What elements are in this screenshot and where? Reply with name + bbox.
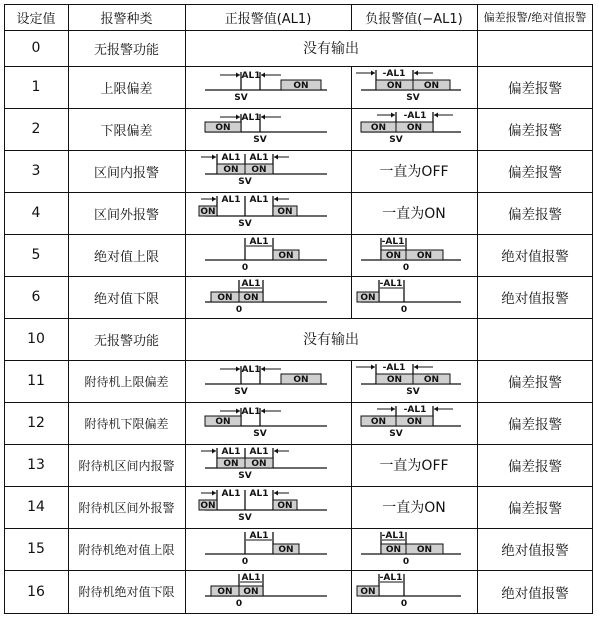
sv-label: SV [238,177,252,187]
on-label: ON [217,587,233,597]
setting-value: 4 [31,205,41,221]
on-label: ON [423,375,440,385]
setting-value: 2 [31,121,41,137]
alarm-scope: 偏差报警 [508,81,562,97]
zero-label: 0 [402,557,410,567]
al1-label: AL1 [221,153,241,163]
alarm-type: 区间内报警 [93,165,159,181]
al1-label: AL1 [249,237,269,247]
sv-label: SV [238,219,252,229]
row-divider [4,276,593,277]
column-divider [4,4,5,613]
alarm-scope [477,318,593,360]
arrow-head [414,365,418,370]
setting-value: 3 [31,163,41,179]
sv-label: SV [234,387,248,397]
alarm-scope: 绝对值报警 [501,249,569,265]
alarm-scope: 偏差报警 [508,459,562,475]
arrow-head [236,367,240,372]
sv-label: SV [234,93,248,103]
on-label: ON [416,251,433,261]
negative-alarm-diagram [351,528,477,570]
positive-alarm-diagram [185,150,351,192]
arrow-head [212,491,216,496]
negative-alarm-diagram [351,402,477,444]
sv-label: SV [238,471,252,481]
alarm-type: 附待机区间内报警 [78,458,175,473]
arrow-head [212,155,216,160]
al1-label: AL1 [241,573,261,583]
positive-alarm-diagram [185,570,351,613]
al1-label: AL1 [221,447,241,457]
arrow-head [371,71,375,76]
alarm-scope: 偏差报警 [508,501,562,517]
alarm-type: 附待机绝对值上限 [78,542,175,557]
al1-label: AL1 [241,113,261,123]
alarm-scope: 绝对值报警 [501,543,569,559]
alarm-type: 附待机区间外报警 [78,500,175,515]
row-divider [4,4,593,5]
negative-alarm-diagram [351,66,477,108]
alarm-scope: 绝对值报警 [501,291,569,307]
setting-value: 15 [27,541,45,557]
al1-label: AL1 [241,407,261,417]
al1-label: AL1 [221,489,241,499]
row-divider [4,570,593,571]
row-divider [4,444,593,445]
on-label: ON [386,375,403,385]
on-label: ON [360,293,376,303]
on-label: ON [293,81,309,91]
on-label: ON [406,123,423,133]
neg-al1-label: -AL1 [382,69,406,79]
row-divider [4,192,593,193]
on-label: ON [278,251,294,261]
arrow-head [236,73,240,78]
positive-alarm-diagram [185,276,351,318]
arrow-head [414,71,418,76]
on-label: ON [370,123,387,133]
on-label: ON [406,417,423,427]
row-divider [4,613,593,614]
sv-label: SV [389,429,403,439]
arrow-head [274,491,278,496]
on-label: ON [243,587,259,597]
sv-label: SV [238,513,252,523]
positive-alarm-diagram [185,360,351,402]
no-output-text: 没有输出 [303,41,359,57]
setting-value: 12 [27,415,45,431]
row-divider [4,234,593,235]
positive-alarm-diagram [185,528,351,570]
zero-label: 0 [400,599,408,609]
negative-alarm-diagram [351,108,477,150]
on-label: ON [200,207,216,217]
neg-al1-label: -AL1 [379,279,403,289]
positive-alarm-diagram [185,486,351,528]
positive-alarm-diagram [185,444,351,486]
zero-label: 0 [241,557,249,567]
sv-label: SV [253,429,267,439]
column-divider [477,4,478,613]
alarm-scope: 偏差报警 [508,123,562,139]
row-divider [4,360,593,361]
arrow-head [236,115,240,120]
alarm-scope: 偏差报警 [508,417,562,433]
zero-label: 0 [235,599,243,609]
on-label: ON [200,501,216,511]
al1-label: AL1 [241,365,261,375]
on-label: ON [243,293,259,303]
neg-al1-label: -AL1 [403,405,427,415]
alarm-scope: 绝对值报警 [501,585,569,602]
on-label: ON [251,459,267,469]
column-divider [351,360,352,613]
on-label: ON [217,293,233,303]
alarm-type: 上限偏差 [100,81,153,97]
positive-alarm-diagram [185,66,351,108]
alarm-type: 区间外报警 [93,207,159,223]
negative-alarm-diagram [351,360,477,402]
negative-alarm-diagram [351,234,477,276]
sv-label: SV [406,387,420,397]
header-positive: 正报警值(AL1) [224,11,312,27]
on-label: ON [423,81,440,91]
al1-label: AL1 [221,195,241,205]
negative-alarm-diagram [351,276,477,318]
alarm-type: 附待机下限偏差 [84,416,169,431]
arrow-head [212,197,216,202]
neg-al1-label: -AL1 [403,111,427,121]
row-divider [4,528,593,529]
on-label: ON [386,81,403,91]
on-label: ON [215,123,231,133]
setting-value: 10 [27,331,45,347]
no-output-text: 没有输出 [303,332,359,348]
on-label: ON [251,165,267,175]
al1-label: AL1 [249,195,269,205]
column-divider [185,4,186,613]
arrow-head [236,409,240,414]
on-label: ON [278,545,294,555]
header-setting: 设定值 [16,11,56,27]
setting-value: 5 [31,247,41,263]
on-label: ON [416,545,433,555]
arrow-head [434,113,438,118]
alarm-type-table [4,4,593,613]
setting-value: 0 [31,40,41,56]
alarm-scope: 偏差报警 [508,165,562,181]
alarm-scope [477,30,593,66]
setting-value: 13 [27,457,45,473]
alarm-scope: 偏差报警 [508,207,562,223]
arrow-head [261,409,265,414]
alarm-type: 绝对值下限 [93,291,159,307]
row-divider [4,30,593,31]
column-divider [592,4,593,613]
negative-alarm-text: 一直为ON [382,500,446,516]
al1-label: AL1 [241,71,261,81]
arrow-head [261,73,265,78]
on-label: ON [360,587,376,597]
on-label: ON [385,251,402,261]
on-label: ON [385,545,402,555]
sv-label: SV [406,93,420,103]
neg-al1-label: -AL1 [381,531,405,541]
setting-value: 11 [27,373,45,389]
negative-alarm-text: 一直为OFF [379,164,449,180]
negative-alarm-text: 一直为OFF [379,458,449,474]
on-label: ON [223,165,239,175]
neg-al1-label: -AL1 [382,363,406,373]
sv-label: SV [253,135,267,145]
zero-label: 0 [400,305,408,315]
positive-alarm-diagram [185,402,351,444]
arrow-head [274,197,278,202]
al1-label: AL1 [249,447,269,457]
negative-alarm-text: 一直为ON [382,206,446,222]
row-divider [4,486,593,487]
neg-al1-label: -AL1 [381,237,405,247]
arrow-head [391,113,395,118]
alarm-scope: 偏差报警 [508,375,562,391]
on-label: ON [293,375,309,385]
al1-label: AL1 [249,531,269,541]
arrow-head [391,407,395,412]
zero-label: 0 [235,305,243,315]
setting-value: 16 [27,583,45,600]
row-divider [4,108,593,109]
al1-label: AL1 [249,153,269,163]
on-label: ON [223,459,239,469]
on-label: ON [277,501,293,511]
alarm-type: 附待机上限偏差 [84,374,169,389]
on-label: ON [370,417,387,427]
header-type: 报警种类 [100,11,153,27]
alarm-type: 无报警功能 [93,42,159,58]
arrow-head [261,367,265,372]
positive-alarm-diagram [185,108,351,150]
arrow-head [261,115,265,120]
alarm-type: 绝对值上限 [93,249,159,265]
row-divider [4,150,593,151]
setting-value: 6 [31,289,41,305]
header-negative: 负报警值(−AL1) [365,11,463,27]
row-divider [4,402,593,403]
sv-label: SV [389,135,403,145]
header-scope: 偏差报警/绝对值报警 [483,11,587,24]
positive-alarm-diagram [185,234,351,276]
row-divider [4,66,593,67]
positive-alarm-diagram [185,192,351,234]
setting-value: 14 [27,499,45,515]
arrow-head [434,407,438,412]
setting-value: 1 [31,79,41,95]
negative-alarm-diagram [351,570,477,613]
column-divider [351,4,352,30]
al1-label: AL1 [241,279,261,289]
neg-al1-label: -AL1 [379,573,403,583]
row-divider [4,318,593,319]
al1-label: AL1 [249,489,269,499]
arrow-head [274,449,278,454]
arrow-head [212,449,216,454]
alarm-type: 无报警功能 [93,333,159,349]
alarm-type: 下限偏差 [100,123,153,139]
arrow-head [274,155,278,160]
column-divider [351,66,352,318]
zero-label: 0 [241,263,249,273]
arrow-head [371,365,375,370]
on-label: ON [277,207,293,217]
column-divider [68,4,69,613]
alarm-type: 附待机绝对值下限 [78,585,175,599]
zero-label: 0 [402,263,410,273]
on-label: ON [215,417,231,427]
